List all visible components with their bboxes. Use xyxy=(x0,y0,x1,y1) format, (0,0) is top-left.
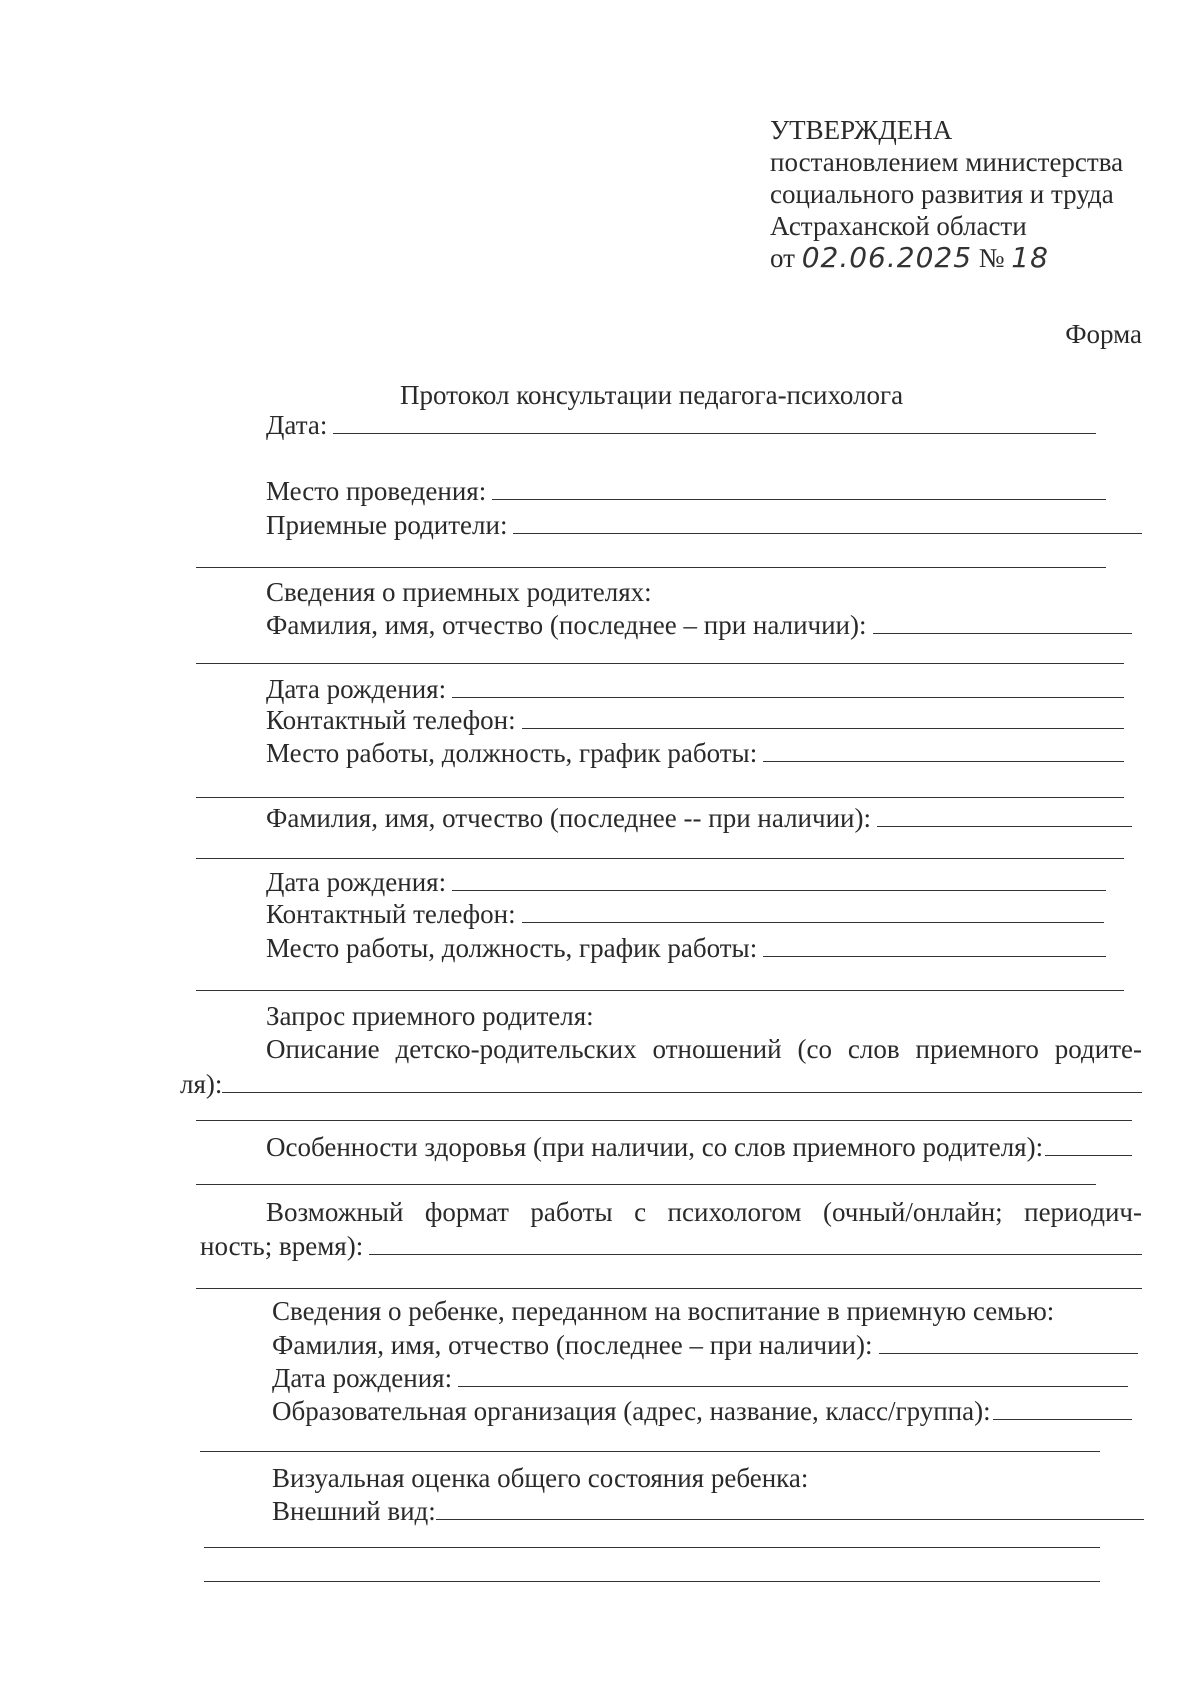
child-birth-label: Дата рождения: xyxy=(272,1363,453,1393)
fio-1-row xyxy=(266,609,1132,641)
child-fio-label: Фамилия, имя, отчество (последнее – при наличии): xyxy=(272,1330,873,1360)
child-fio-field-line[interactable] xyxy=(879,1331,1139,1354)
phone-2-field-line[interactable] xyxy=(522,900,1104,923)
work-1-row xyxy=(266,737,1124,769)
fio-2-extra-line[interactable] xyxy=(196,858,1124,859)
approval-number-label: № xyxy=(978,243,1005,273)
child-heading: Сведения о ребенке, переданном на воспитание в приемную семью: xyxy=(272,1296,1055,1326)
format-extra-line[interactable] xyxy=(196,1288,1142,1289)
relations-extra-line[interactable] xyxy=(196,1120,1132,1121)
fio-1-label: Фамилия, имя, отчество (последнее – при наличии): xyxy=(266,610,867,640)
birth-date-2-field-line[interactable] xyxy=(452,868,1106,891)
work-1-extra-line[interactable] xyxy=(196,797,1124,798)
relations-row xyxy=(180,1068,1142,1100)
approval-line-1: постановлением министерства xyxy=(770,147,1124,177)
foster-parents-label: Приемные родители: xyxy=(266,510,508,540)
place-label: Место проведения: xyxy=(266,476,487,506)
work-2-label: Место работы, должность, график работы: xyxy=(266,933,758,963)
approval-date-line xyxy=(770,242,1123,274)
foster-parents-row xyxy=(266,509,1142,541)
approval-line-2: социального развития и труда xyxy=(770,179,1114,209)
birth-date-1-field-line[interactable] xyxy=(452,675,1124,698)
phone-1-field-line[interactable] xyxy=(522,706,1124,729)
work-2-row xyxy=(266,932,1106,964)
format-line-1: Возможный формат работы с психологом (очный/онлайн; периодич- xyxy=(266,1197,1142,1227)
health-extra-line[interactable] xyxy=(196,1184,1096,1185)
approval-title: УТВЕРЖДЕНА xyxy=(770,115,953,145)
birth-date-2-label: Дата рождения: xyxy=(266,867,447,897)
place-field-line[interactable] xyxy=(492,477,1106,500)
approval-date-handwritten: 02.06.2025 xyxy=(801,241,973,274)
child-birth-row xyxy=(272,1362,1128,1394)
foster-parents-field-line[interactable] xyxy=(513,511,1142,534)
appearance-label: Внешний вид: xyxy=(272,1496,436,1526)
relations-field-line[interactable] xyxy=(222,1070,1142,1093)
form-label: Форма xyxy=(1065,319,1142,349)
date-row xyxy=(266,409,1096,441)
format-label-end: ность; время): xyxy=(200,1231,364,1261)
appearance-extra-line-2[interactable] xyxy=(204,1581,1100,1582)
appearance-extra-line-1[interactable] xyxy=(204,1547,1100,1548)
child-school-label: Образовательная организация (адрес, название, класс/группа): xyxy=(272,1396,991,1426)
format-row xyxy=(200,1230,1142,1262)
relations-line-1: Описание детско-родительских отношений (со слов приемного родите- xyxy=(266,1034,1142,1064)
parents-info-heading: Сведения о приемных родителях: xyxy=(266,577,652,607)
fio-2-field-line[interactable] xyxy=(877,804,1132,827)
phone-1-row xyxy=(266,704,1124,736)
appearance-row xyxy=(272,1495,1144,1527)
fio-2-row xyxy=(266,802,1132,834)
approval-date-prefix: от xyxy=(770,243,795,273)
relations-label-end: ля): xyxy=(180,1069,223,1099)
work-1-field-line[interactable] xyxy=(763,739,1124,762)
foster-parents-extra-line[interactable] xyxy=(196,567,1106,568)
birth-date-1-label: Дата рождения: xyxy=(266,674,447,704)
place-row xyxy=(266,475,1106,507)
visual-heading: Визуальная оценка общего состояния ребенка: xyxy=(272,1463,809,1493)
child-school-extra-line[interactable] xyxy=(200,1451,1100,1452)
child-birth-field-line[interactable] xyxy=(458,1364,1128,1387)
approval-line-3: Астраханской области xyxy=(770,211,1027,241)
health-label: Особенности здоровья (при наличии, со слов приемного родителя): xyxy=(266,1132,1044,1162)
document-title: Протокол консультации педагога-психолога xyxy=(400,380,904,410)
child-school-row xyxy=(272,1395,1132,1427)
appearance-field-line[interactable] xyxy=(436,1497,1144,1520)
work-1-label: Место работы, должность, график работы: xyxy=(266,738,758,768)
approval-block xyxy=(770,114,1123,274)
format-field-line[interactable] xyxy=(369,1232,1142,1255)
work-2-field-line[interactable] xyxy=(763,934,1106,957)
child-fio-row xyxy=(272,1329,1138,1361)
child-school-field-line[interactable] xyxy=(993,1397,1132,1420)
phone-2-row xyxy=(266,898,1104,930)
health-row xyxy=(266,1131,1132,1163)
health-field-line[interactable] xyxy=(1045,1133,1132,1156)
birth-date-2-row xyxy=(266,866,1106,898)
fio-1-field-line[interactable] xyxy=(873,611,1133,634)
fio-2-label: Фамилия, имя, отчество (последнее -- при наличии): xyxy=(266,803,871,833)
work-2-extra-line[interactable] xyxy=(196,990,1124,991)
date-field-line[interactable] xyxy=(333,411,1096,434)
request-heading: Запрос приемного родителя: xyxy=(266,1001,594,1031)
phone-2-label: Контактный телефон: xyxy=(266,899,516,929)
date-label: Дата: xyxy=(266,410,328,440)
birth-date-1-row xyxy=(266,673,1124,705)
fio-1-extra-line[interactable] xyxy=(196,663,1124,664)
phone-1-label: Контактный телефон: xyxy=(266,705,516,735)
approval-number-handwritten: 18 xyxy=(1011,241,1049,274)
